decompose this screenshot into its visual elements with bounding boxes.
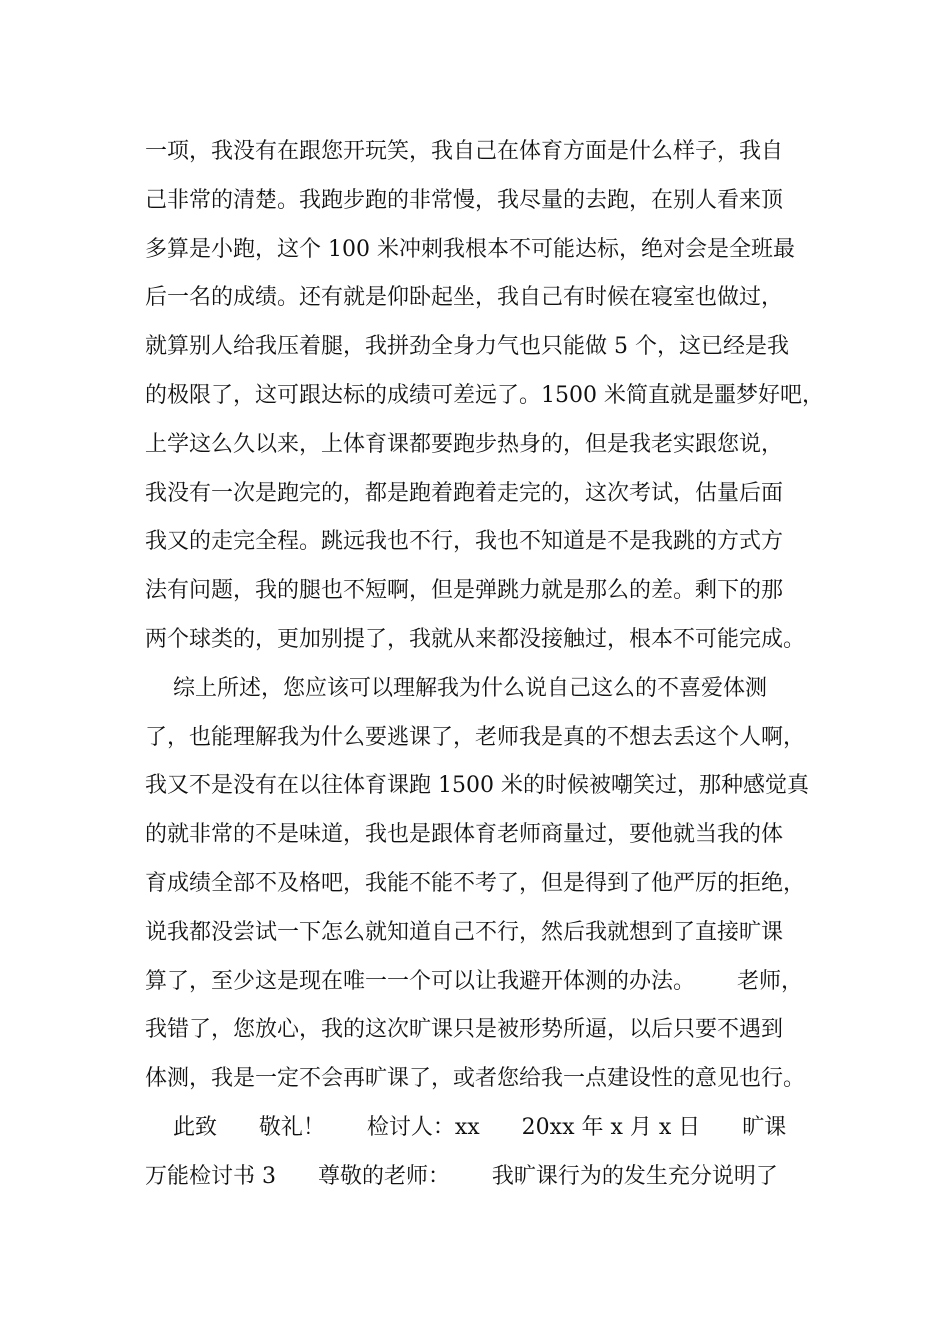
text-line: 算了，至少这是现在唯一一个可以让我避开体测的办法。 老师，	[145, 968, 803, 994]
text-line: 己非常的清楚。我跑步跑的非常慢，我尽量的去跑，在别人看来顶	[145, 187, 784, 213]
text-line: 我又不是没有在以往体育课跑 1500 米的时候被嘲笑过，那种感觉真	[145, 773, 809, 799]
text-line: 万能检讨书 3 尊敬的老师： 我旷课行为的发生充分说明了	[145, 1163, 778, 1189]
body-text	[145, 128, 835, 1202]
text-line: 育成绩全部不及格吧，我能不能不考了，但是得到了他严厉的拒绝，	[145, 870, 806, 896]
text-line: 说我都没尝试一下怎么就知道自己不行，然后我就想到了直接旷课	[145, 919, 784, 945]
text-line: 我错了，您放心，我的这次旷课只是被形势所逼，以后只要不遇到	[145, 1017, 784, 1043]
text-line: 综上所述，您应该可以理解我为什么说自己这么的不喜爱体测	[145, 675, 767, 701]
text-line: 后一名的成绩。还有就是仰卧起坐，我自己有时候在寝室也做过，	[145, 285, 784, 311]
text-line: 上学这么久以来，上体育课都要跑步热身的，但是我老实跟您说，	[145, 431, 784, 457]
text-line: 的就非常的不是味道，我也是跟体育老师商量过，要他就当我的体	[145, 822, 784, 848]
text-line: 的极限了，这可跟达标的成绩可差远了。1500 米简直就是噩梦好吧，	[145, 382, 824, 408]
text-line: 此致 敬礼！ 检讨人：xx 20xx 年 x 月 x 日 旷课	[145, 1114, 787, 1140]
text-line: 两个球类的，更加别提了，我就从来都没接触过，根本不可能完成。	[145, 626, 806, 652]
text-line: 法有问题，我的腿也不短啊，但是弹跳力就是那么的差。剩下的那	[145, 578, 784, 604]
text-line: 我没有一次是跑完的，都是跑着跑着走完的，这次考试，估量后面	[145, 480, 784, 506]
text-line: 我又的走完全程。跳远我也不行，我也不知道是不是我跳的方式方	[145, 529, 784, 555]
text-line: 一项，我没有在跟您开玩笑，我自己在体育方面是什么样子，我自	[145, 139, 784, 164]
text-line: 多算是小跑，这个 100 米冲刺我根本不可能达标，绝对会是全班最	[145, 236, 795, 262]
text-line: 体测，我是一定不会再旷课了，或者您给我一点建设性的意见也行。	[145, 1066, 806, 1092]
text-line: 了，也能理解我为什么要逃课了，老师我是真的不想去丢这个人啊，	[145, 724, 806, 750]
text-line: 就算别人给我压着腿，我拼劲全身力气也只能做 5 个，这已经是我	[145, 334, 789, 360]
